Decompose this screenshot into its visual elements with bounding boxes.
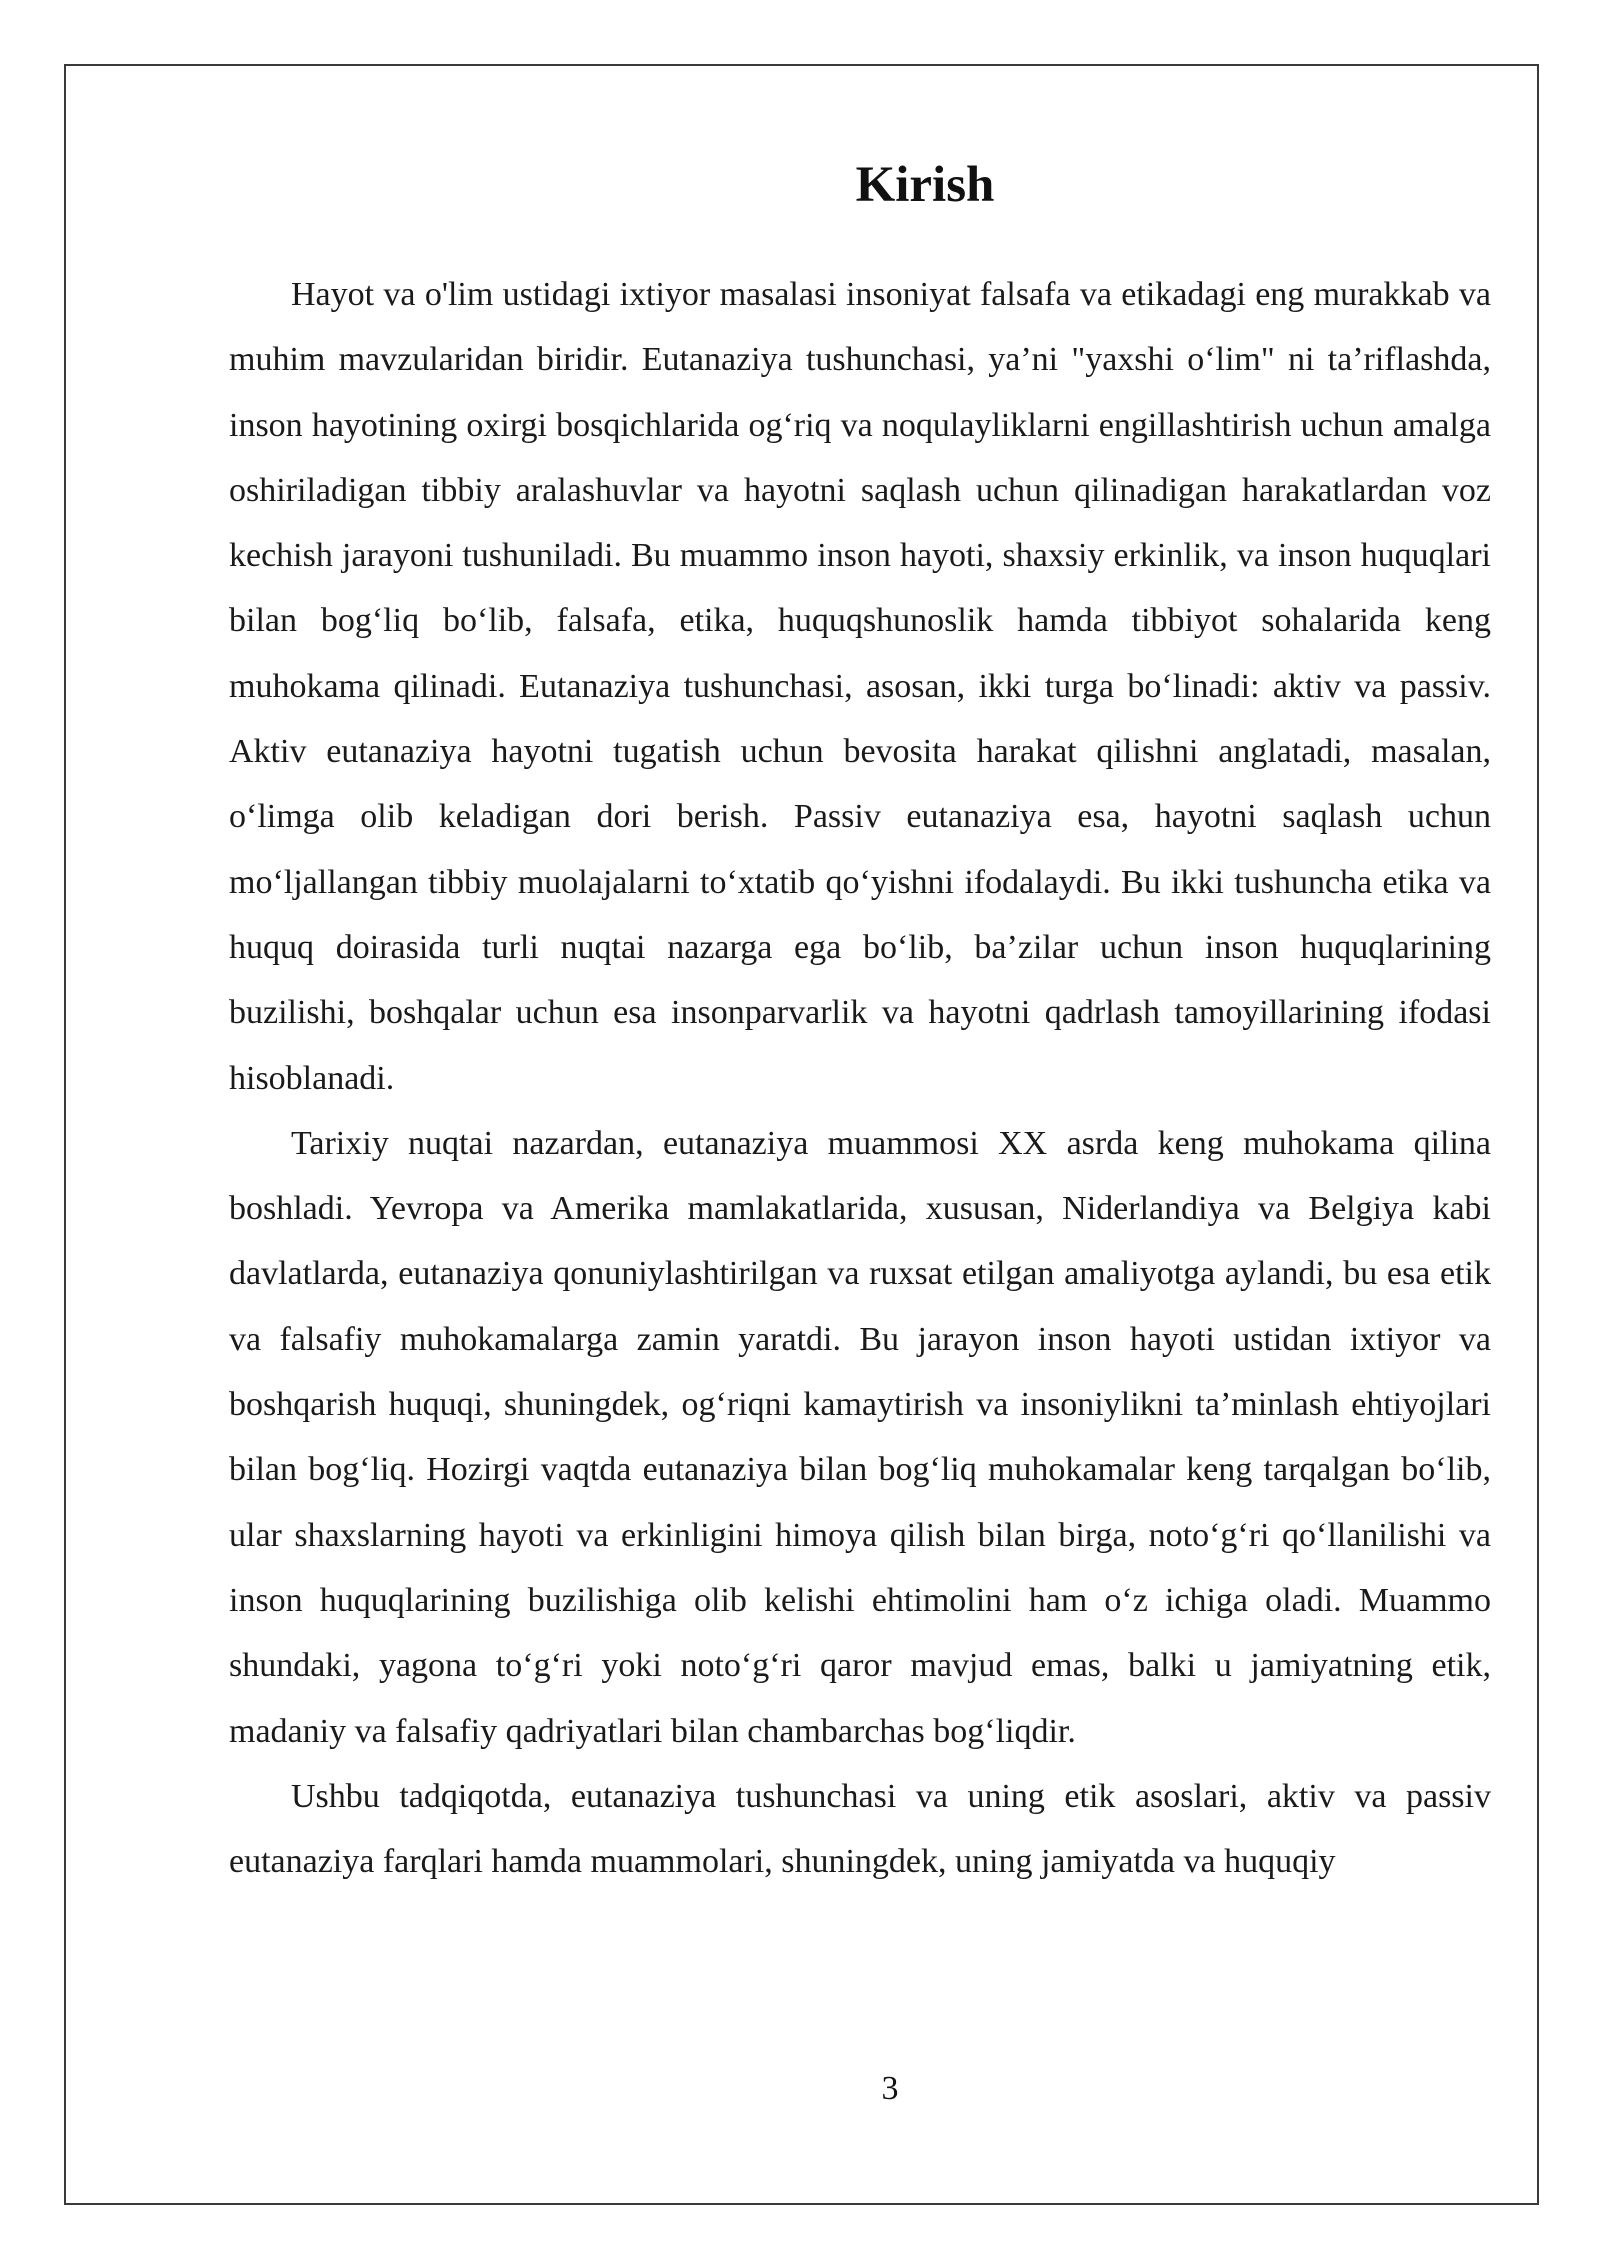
paragraph-1: Hayot va o'lim ustidagi ixtiyor masalasi insoniyat falsafa va etikadagi eng murakkab va muhim mavzularidan biridir. Eutanaziya tushunchasi, ya’ni "yaxshi o‘lim" ni ta’riflashda, inson hayotining oxirgi bosqichlarida og‘riq va noqulayliklarni engillashtirish uchun amalga oshiriladigan tibbiy aralashuvlar va hayotni saqlash uchun qilinadigan harakatlardan voz kechish jarayoni tushuniladi. Bu muammo inson hayoti, shaxsiy erkinlik, va inson huquqlari bilan bog‘liq bo‘lib, falsafa, etika, huquqshunoslik hamda tibbiyot sohalarida keng muhokama qilinadi. Eutanaziya tushunchasi, asosan, ikki turga bo‘linadi: aktiv va passiv. Aktiv eutanaziya hayotni tugatish uchun bevosita harakat qilishni anglatadi, masalan, o‘limga olib keladigan dori berish. Passiv eutanaziya esa, hayotni saqlash uchun mo‘ljallangan tibbiy muolajalarni to‘xtatib qo‘yishni ifodalaydi. Bu ikki tushuncha etika va huquq doirasida turli nuqtai nazarga ega bo‘lib, ba’zilar uchun inson huquqlarining buzilishi, boshqalar uchun esa insonparvarlik va hayotni qadrlash tamoyillarining ifodasi hisoblanadi.	[229, 276, 1491, 1097]
page-content	[229, 152, 1491, 1894]
paragraph-3: Ushbu tadqiqotda, eutanaziya tushunchasi va uning etik asoslari, aktiv va passiv eutanaziya farqlari hamda muammolari, shuningdek, uning jamiyatda va huquqiy	[229, 1777, 1491, 1881]
page-title: Kirish	[855, 157, 995, 213]
paragraph-2: Tarixiy nuqtai nazardan, eutanaziya muammosi XX asrda keng muhokama qilina boshladi. Yevropa va Amerika mamlakatlarida, xususan, Niderlandiya va Belgiya kabi davlatlarda, eutanaziya qonuniylashtirilgan va ruxsat etilgan amaliyotga aylandi, bu esa etik va falsafiy muhokamalarga zamin yaratdi. Bu jarayon inson hayoti ustidan ixtiyor va boshqarish huquqi, shuningdek, og‘riqni kamaytirish va insoniylikni ta’minlash ehtiyojlari bilan bog‘liq. Hozirgi vaqtda eutanaziya bilan bog‘liq muhokamalar keng tarqalgan bo‘lib, ular shaxslarning hayoti va erkinligini himoya qilish bilan birga, noto‘g‘ri qo‘llanilishi va inson huquqlarining buzilishiga olib kelishi ehtimolini ham o‘z ichiga oladi. Muammo shundaki, yagona to‘g‘ri yoki noto‘g‘ri qaror mavjud emas, balki u jamiyatning etik, madaniy va falsafiy qadriyatlari bilan chambarchas bog‘liqdir.	[229, 1124, 1491, 1750]
page-number: 3	[881, 2070, 899, 2107]
